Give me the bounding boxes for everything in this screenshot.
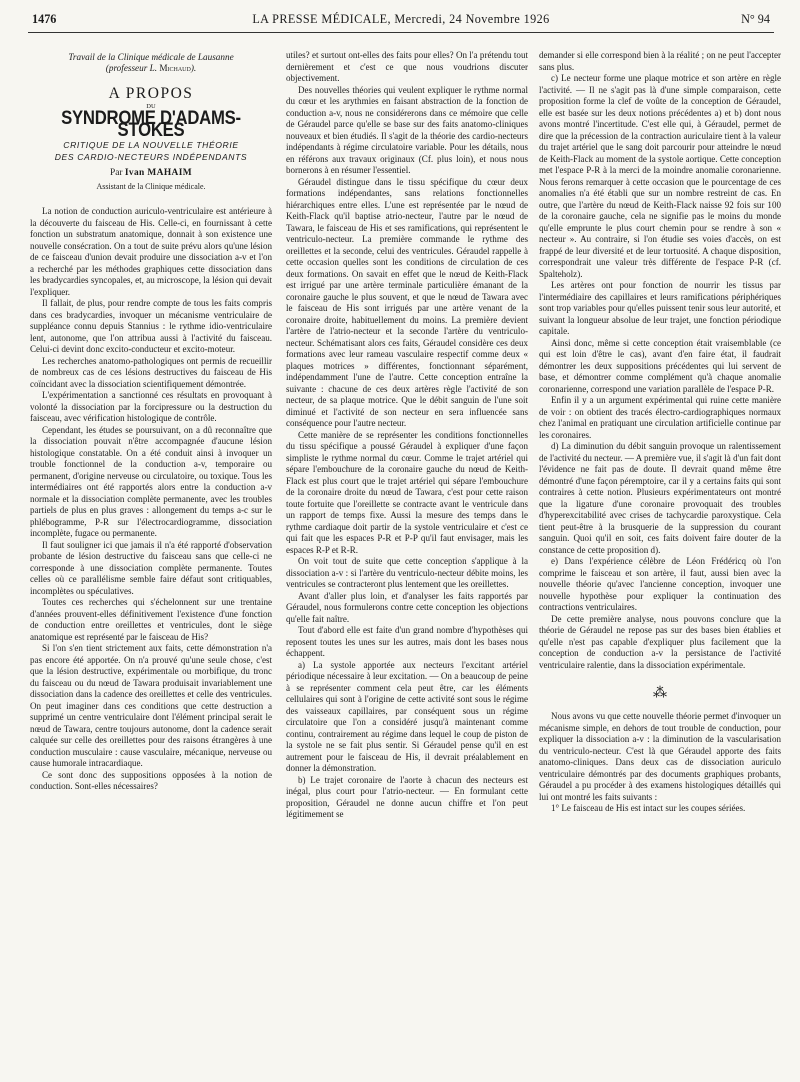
column-3 <box>539 50 781 815</box>
article-subtitle <box>30 139 272 163</box>
journal-title: LA PRESSE MÉDICALE, Mercredi, 24 Novembre 1926 <box>252 12 550 26</box>
paragraph: 1° Le faisceau de His est intact sur les coupes sériées. <box>551 803 746 813</box>
paragraph: L'expérimentation a sanctionné ces résultats en provoquant à volonté la dissociation par la forcipressure ou la destruction du faisceau, avec vérification histologique de contrôle. <box>30 390 272 423</box>
kicker: A PROPOS <box>108 85 194 102</box>
professor-name: Michaud <box>159 63 191 73</box>
paragraph: Ce sont donc des suppositions opposées à la notion de conduction. Sont-elles nécessaires? <box>30 769 272 791</box>
issue-number: N° 94 <box>741 12 770 26</box>
subtitle-line-1: CRITIQUE DE LA NOUVELLE THÉORIE <box>63 140 239 150</box>
paragraph: Ainsi donc, même si cette conception était vraisemblable (ce qui est loin d'être le cas), avant d'en faire état, il faudrait démontrer les deux suppositions précédentes qui lui servent de base, et démontrer comme complément qu'à chaque anomalie coronarienne, correspond une variation parallèle de l'espace P-R. <box>539 337 781 394</box>
affiliation-line-2 <box>30 63 272 74</box>
paragraph: Les recherches anatomo-pathologiques ont permis de recueillir de nombreux cas de ces lésions destructives du faisceau de His coïncidant avec la dissociation scientifiquement démontrée. <box>30 355 272 389</box>
affiliation-prefix: (professeur L. <box>105 63 160 73</box>
paragraph: b) Le trajet coronaire de l'aorte à chacun des necteurs est inégal, plus court pour l'atrio-necteur. — En formulant cette proposition, Géraudel ne donne aucun chiffre et l'on peut légitimement se <box>286 774 528 819</box>
paragraph: utiles? et surtout ont-elles des faits pour elles? On l'a prétendu tout dernièrement et c'est ce que nous voudrions discuter objectivement. <box>286 50 528 83</box>
paragraph: Avant d'aller plus loin, et d'analyser les faits rapportés par Géraudel, nous formulerons contre cette conception les objections qu'elle fait naître. <box>286 590 528 624</box>
paragraph: Les artères ont pour fonction de nourrir les tissus par l'intermédiaire des capillaires et leurs ramifications périphériques sont trop variables pour qu'elles puissent tenir sous leur autorité, et suivant la longueur absolue de leur trajet, une fonction périodique capitale. <box>539 280 781 336</box>
paragraph: a) La systole apportée aux necteurs l'excitant artériel périodique nécessaire à leur excitation. — On a beaucoup de peine à se représenter comment cela peut être, car les éléments cellulaires qui sont à l'origine de cette activité sont sous le régime des vaisseaux capillaires, par conséquent sous un régime circulatoire que l'on a considéré jusqu'à maintenant comme continu, contrairement au régime dans lequel le coup de piston de la systole ne se fait plus sentir. Si Géraudel pense qu'il en est autrement pour le faisceau de His, il devrait préalablement en donner la démonstration. <box>286 659 528 773</box>
paragraph: Il faut souligner ici que jamais il n'a été rapporté d'observation probante de lésion destructive du faisceau sans que celle-ci ne corresponde à une dissociation complète permanente. Toutes celles où ce parallélisme semble faire défaut sont critiquables, incomplètes ou spéculatives. <box>30 539 272 596</box>
paragraph: Cependant, les études se poursuivant, on a dû reconnaître que la dissociation pouvait n'être accompagnée d'aucune lésion histologique constatable. On a été conduit ainsi à invoquer un trouble fonctionnel de la conduction a-v, temporaire ou permanent, d'origine nerveuse ou circulatoire, ou toxique. Tous les intermédiaires ont été rapportés alors entre la conduction a-v normale et la dissociation complète permanente, avec les troubles partiels de plus en plus graves : allongement du temps a-c sur le phlébogramme, P-R sur l'électrocardiogramme, dissociation incomplète, fugace ou permanente. <box>30 424 272 538</box>
page-number: 1476 <box>32 12 57 26</box>
paragraph: c) Le necteur forme une plaque motrice et son artère en règle l'activité. — Il ne s'agit pas là d'une simple comparaison, cette proposition forme la clef de voûte de la conception de Géraudel, elle est basée sur les deux notions précédentes a) et b) dont nous avons montré l'incertitude. C'est elle qui, à Géraudel, permet de dire que la précession de la contraction auriculaire tient à la valeur du trajet artériel que le sang doit parcourir pour atteindre le nœud de Keith-Flack au moment de la systole aortique. Cette conception met l'espace P-R à la merci de la moindre anomalie coronarienne. Nous ferons remarquer à cette occasion que le pourcentage de ces anomalies n'a été établi que sur un nombre restreint de cas. En outre, que l'artère du nœud de Keith-Flack naisse 92 fois sur 100 de la coronaire gauche, cela ne signifie pas le moins du monde qu'elle emprunte le plus court chemin pour se rendre à son « necteur ». Au contraire, si l'on étudie ses voies d'accès, on est frappé de leur diversité et de leur tortuosité. A chaque disposition, correspondrait une valeur très différente de l'espace P-R (cf. Spalteholz). <box>539 73 781 279</box>
column-2 <box>286 50 528 821</box>
paragraph: On voit tout de suite que cette conception s'applique à la dissociation a-v : si l'artère du ventriculo-necteur débite moins, les ventricules se contracteront plus lentement que les oreillettes. <box>286 556 528 589</box>
subtitle-line-2: DES CARDIO-NECTEURS INDÉPENDANTS <box>54 152 248 162</box>
paragraph: Toutes ces recherches qui s'échelonnent sur une trentaine d'années prouvent-elles définitivement l'existence d'une fonction de conduction entre oreillettes et ventricules, dont le siège anatomique est représenté par le faisceau de His? <box>30 597 272 642</box>
paragraph: d) La diminution du débit sanguin provoque un ralentissement de l'activité du necteur. — A première vue, il s'agit là d'un fait dont l'évidence ne fait pas de doute. Il devrait quand même être démontré d'une façon péremptoire, car il y a certains faits qui sont contraires à cette notion. Plusieurs expérimentateurs ont montré que la ligature d'une coronaire provoquait des troubles d'hyperexcitabilité avec crises de tachycardie paroxystique. Cela tient peut-être à la brusquerie de la suppression du courant sanguin. Quoi qu'il en soit, ces faits doivent faire douter de la constance de cette proposition d). <box>539 441 781 555</box>
affiliation <box>30 52 272 74</box>
paragraph: e) Dans l'expérience célèbre de Léon Frédéricq où l'on comprime le faisceau et son artère, il faut, aussi bien avec la nouvelle théorie qu'avec l'ancienne conception, invoquer une nouvelle hypothèse pour expliquer la continuation des contractions ventriculaires. <box>539 556 781 612</box>
paragraph: Enfin il y a un argument expérimental qui ruine cette manière de voir : on obtient des tracés électro-cardiographiques normaux chez l'animal en pratiquant une circulation artificielle continue par les coronaires. <box>539 395 781 440</box>
paragraph: Il fallait, de plus, pour rendre compte de tous les faits compris dans ces bradycardies, invoquer un mécanisme ventriculaire de suppléance connu depuis Stannius : le rythme idio-ventriculaire lent, autonome, que l'on attribua aussi à l'activité du faisceau. Celui-ci devint donc excito-conducteur et excito-moteur. <box>30 298 272 354</box>
paragraph: Des nouvelles théories qui veulent expliquer le rythme normal du cœur et les arythmies en faisant abstraction de la fonction de conduction a-v, nous ne considérerons dans ce mémoire que celle de Géraudel parce qu'elle se base sur des faits anatomo-cliniques nouveaux et bien étudiés. Il s'agit de la théorie des cardio-necteurs indépendants à régime circulatoire variable. Pour les détails, nous en référons aux travaux originaux (Cf. plus loin), et nous nous bornerons à en résumer l'essentiel. <box>286 84 528 175</box>
paragraph: demander si elle correspond bien à la réalité ; on ne peut l'accepter sans plus. <box>539 50 781 72</box>
author-position: Assistant de la Clinique médicale. <box>96 181 206 191</box>
affiliation-line-1: Travail de la Clinique médicale de Lausanne <box>68 52 234 62</box>
paragraph: Tout d'abord elle est faite d'un grand nombre d'hypothèses qui reposent toutes les unes sur les autres, mais dont les bases nous échappent. <box>286 625 528 658</box>
page-header <box>28 6 774 33</box>
author-prefix: Par <box>109 168 125 178</box>
column-1 <box>30 50 272 793</box>
paragraph: La notion de conduction auriculo-ventriculaire est antérieure à la découverte du faisceau de His. Celle-ci, en fournissant à cette fonction un substratum anatomique, donnait à son existence une nouvelle consécration. On a tout de suite prévu alors qu'une lésion de ce faisceau d'union devait produire une dissociation a-v et l'on a recherché par les méthodes graphiques cette dissociation dans les bradycardies syncopales, et, au microscope, la lésion qui devait l'expliquer. <box>30 206 272 297</box>
paragraph: Nous avons vu que cette nouvelle théorie permet d'invoquer un mécanisme simple, en dehors de tout trouble de conduction, pour expliquer la dissociation a-v : la diminution de la vascularisation du ventriculo-necteur. C'est là que Géraudel apporte des faits anatomo-cliniques. Dans deux cas de dissociation auriculo ventriculaire démontrés par des documents graphiques probants, Géraudel a pu procéder à des examens histologiques détaillés qui lui ont montré les faits suivants : <box>539 711 781 802</box>
paragraph: Si l'on s'en tient strictement aux faits, cette démonstration n'a pas encore été apportée. On n'a prouvé qu'une seule chose, c'est que la lésion destructive, expérimentale ou morbifique, du tronc du faisceau ou du nœud de Tawara produisait invariablement une dissociation dans la cadence des oreillettes et celle des ventricules. On peut imaginer dans ces conditions que cette destruction a supprimé un centre ventriculaire dont l'élément principal serait le nœud de Tawara, centre toujours autonome, dont la cadence serait calquée sur celle des oreillettes pour des raisons étrangères à une conduction musculaire : cause vasculaire, mécanique, nerveuse ou cause humorale intracardiaque. <box>30 643 272 768</box>
author-line <box>30 168 272 180</box>
author-name: Ivan MAHAIM <box>124 168 192 178</box>
paragraph: Cette manière de se représenter les conditions fonctionnelles du tissu spécifique a poussé Géraudel à expliquer d'une façon simpliste le rythme normal du cœur. Comme le trajet artériel qui sépare l'embouchure de la coronaire gauche du nœud de Keith-Flack est plus court que le trajet artériel qui sépare l'embouchure de la coronaire droite du nœud de Tawara, c'est pour cette raison toute fortuite que l'oreillette se contracte avant le ventricule dans un rapport de temps fixe. Aussi la mesure des temps dans le rythme cardiaque doit partir de la systole ventriculaire et c'est ce qui fait que les espaces P-R et P-P qu'il faut envisager, mais les espaces R-P et R-R. <box>286 429 528 555</box>
article-title: SYNDROME D'ADAMS-STOKES <box>61 108 241 141</box>
paragraph: Géraudel distingue dans le tissu spécifique du cœur deux formations indépendantes, sans relations fonctionnelles hiérarchiques entre elles. L'une est représentée par le nœud de Keith-Flack qu'il baptise atrio-necteur, l'autre par le nœud de Tawara, le faisceau de His et ses ramifications, qui représentent le ventriculo-necteur. La première commande le rythme des oreillettes et la seconde, celui des ventricules. Géraudel rappelle à cette occasion quelles sont les conditions de circulation de ces deux formations. On savait en effet que le nœud de Keith-Flack est irrigué par une artère terminale particulière émanant de la coronaire gauche le plus souvent, et que le nœud de Tawara avec le faisceau de His sont irrigués par une artère venant de la coronaire droite, habituellement du moins. La première devient l'artère de l'atrio-necteur et la seconde l'artère du ventriculo-necteur. Schématisant alors ces faits, Géraudel considère ces deux formations avec leur rameau vasculaire respectif comme deux « plaques motrices » différentes, fonctionnant séparément, indépendamment l'une de l'autre. Cette conception entraîne la suivante : chacune de ces deux artères règle l'activité de son necteur, de sa plaque motrice. Que le débit sanguin de l'une soit diminué et l'activité de son necteur en sera influencée sans conséquence pour l'autre necteur. <box>286 176 528 428</box>
paragraph: De cette première analyse, nous pouvons conclure que la théorie de Géraudel ne repose pas sur des bases bien établies et qu'elle n'est pas capable d'expliquer plus facilement que la conception de conduction a-v la persistance de l'activité ventriculaire ralentie, dans la dissociation expérimentale. <box>539 613 781 670</box>
kicker-du: DU <box>146 102 156 110</box>
section-separator-asterism: ⁂ <box>653 686 667 701</box>
affiliation-suffix: ). <box>190 63 197 73</box>
